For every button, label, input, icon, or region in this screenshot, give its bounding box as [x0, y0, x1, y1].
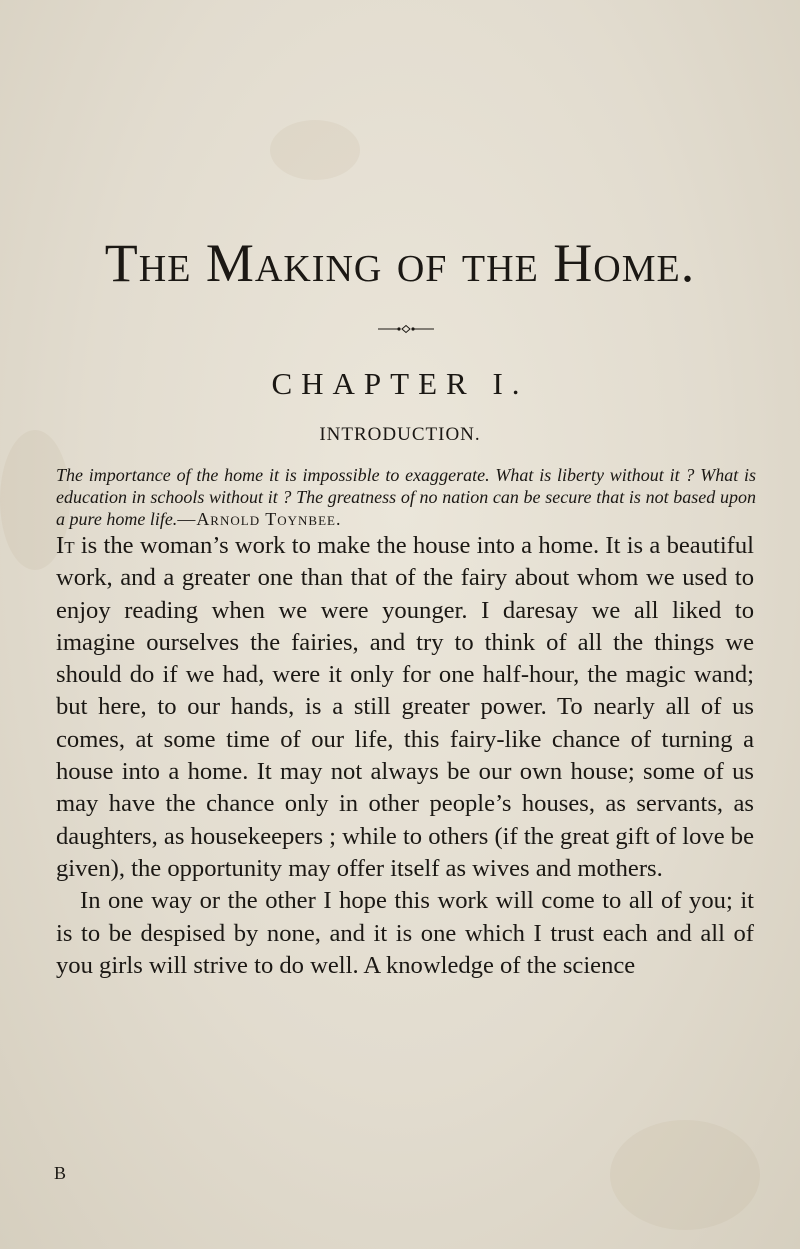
first-word: It: [56, 532, 75, 559]
book-title: The Making of the Home.: [104, 233, 696, 293]
paper-stain: [270, 120, 360, 180]
epigraph: [56, 464, 756, 530]
epigraph-attribution: —Arnold Toynbee.: [177, 509, 342, 529]
paragraph: [56, 530, 754, 885]
signature-mark: B: [54, 1163, 67, 1183]
ornament-rule-icon: [378, 324, 434, 334]
chapter-heading: CHAPTER I.: [271, 366, 529, 401]
epigraph-text: The importance of the home it is impossible to exaggerate. What is liberty without it ? What is education in schools without it ? The greatness of no nation can be secure that is not based upon a pure home life.: [56, 465, 756, 529]
body-text: [56, 530, 754, 982]
paragraph-text: is the woman’s work to make the house into a home. It is a beautiful work, and a greater one than that of the fairy about whom we used to enjoy reading when we were younger. I daresay we all liked to imagine ourselves the fairies, and try to think of all the things we should do if we had, were it only for one half-hour, the magic wand; but here, to our hands, is a still greater power. To nearly all of us comes, at some time of our life, this fairy-like chance of turning a house into a home. It may not always be our own house; some of us may have the chance only in other people’s houses, as servants, as daughters, as housekeepers ; while to others (if the great gift of love be given), the opportunity may offer itself as wives and mothers.: [56, 532, 754, 882]
section-heading: INTRODUCTION.: [319, 424, 481, 445]
paper-stain: [610, 1120, 760, 1230]
paragraph: In one way or the other I hope this work will come to all of you; it is to be despised by none, and it is one which I trust each and all of you girls will strive to do well. A knowledge of the science: [56, 887, 754, 979]
